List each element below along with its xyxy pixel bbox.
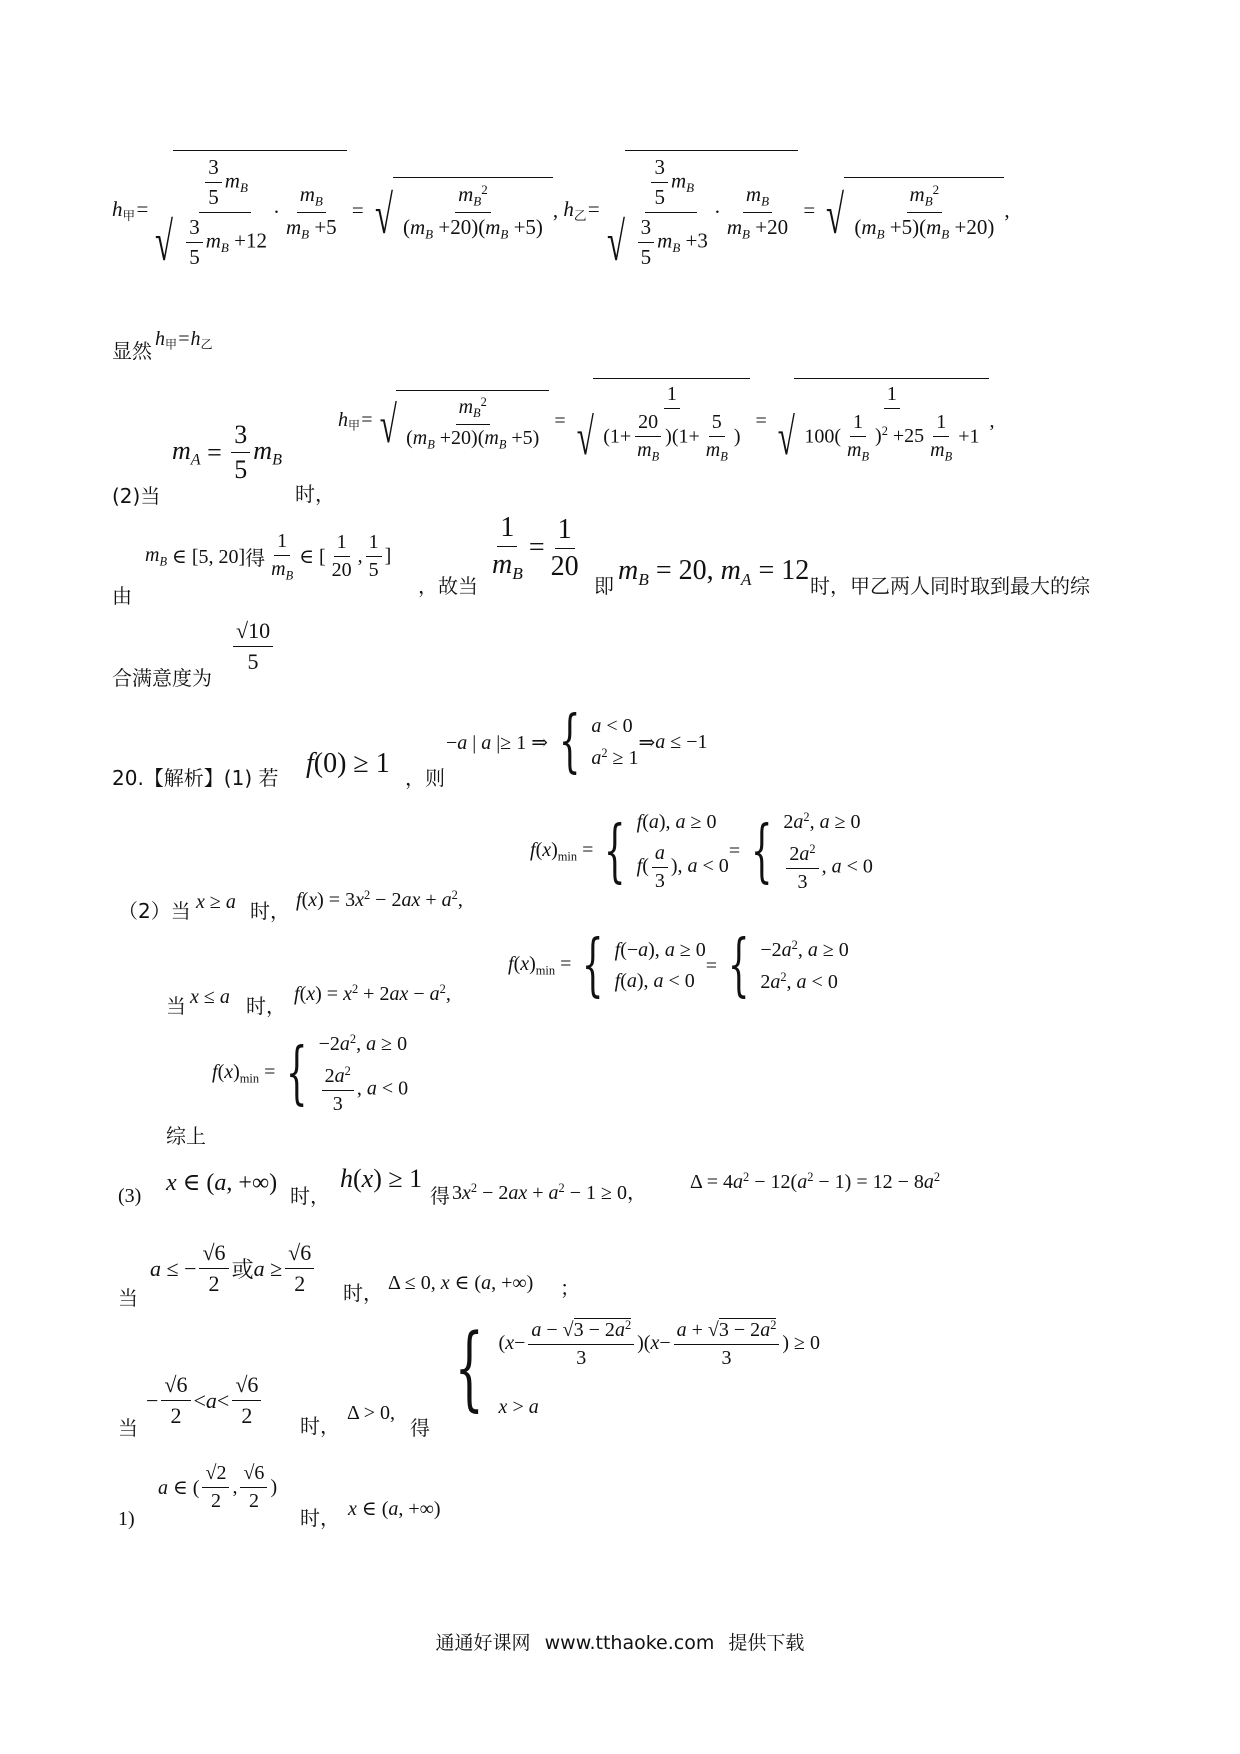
text-item1: 1) [118, 1508, 135, 1530]
formula-f-case1: $f(x) = 3x^2 - 2ax + a^2$, [296, 888, 463, 911]
formula-h-jia-expansion: h甲= √ $\frac{m_B^2}{(m_B +20)(m_B +5)}$ = √ 1 (1+ $\frac{20}{m_B}$ )(1+ $\frac{5}{m_B}$ ) = √ 1 100( $\frac{1}{m_B}$ )$^2$ +25 $\frac{1}{m_B}$ +1 , [338, 378, 994, 464]
formula-a-interval: a ∈ ( $\frac{√2}{2}$ , $\frac{√6}{2}$ ) [158, 1462, 278, 1512]
footer-site-name: 通通好课网 [435, 1632, 531, 1654]
formula-mA: $m_A$ = $\frac{3}{5}$ $m_B$ [172, 420, 282, 484]
text-dang-3: 当 [118, 1416, 138, 1440]
text-q20-head: 20.【解析】(1) 若 [112, 766, 279, 790]
text-shi-4: 时， [290, 1184, 330, 1208]
footer [0, 1628, 1240, 1655]
text-shi-5: 时， [343, 1281, 383, 1305]
formula-h-equal: h甲=h乙 [155, 328, 213, 352]
formula-x-ge-a: x ≥ a [196, 891, 236, 913]
formula-q20-1-result: −a | a |≥ 1 ⇒ { a < 0 $a^2 \ge 1$ ⇒ a ≤ −1 [446, 702, 708, 781]
text-ji: 即 [594, 574, 614, 598]
text-zongshang: 综上 [166, 1124, 206, 1148]
text-ze: ，则 [405, 766, 445, 790]
formula-x-interval-1: x ∈ (a, +∞) [348, 1498, 441, 1520]
text-de-3: 得 [410, 1416, 430, 1440]
text-de-2: 得 [430, 1184, 450, 1208]
formula-x-le-a: x ≤ a [190, 986, 230, 1008]
text-semicolon: ； [560, 1276, 580, 1300]
text-shi-1: 时， [295, 482, 335, 506]
formula-f-case2: $f(x) = x^2 + 2ax - a^2$, [294, 982, 451, 1005]
text-shi-tail: 时，甲乙两人同时取到最大的综 [810, 574, 1090, 598]
text-dang-1: 当 [166, 994, 186, 1018]
formula-mB-mA-values: $m_B = 20$, $m_A = 12$ [618, 555, 810, 590]
formula-delta-gt-0: Δ > 0, [347, 1402, 396, 1424]
formula-h-jia-h-yi: h甲= √ $\frac{3}{5}$ $m_B$ $\frac{3}{5}$ $m_B +12$ · $\frac{m_B}{m_B +5}$ = √ $\frac{m_B^2}{(m_B +20)(m_B +5)}$ , h乙= √ $\frac{3}{5}$ $m_B$ $\frac{3}{5}$ $m_B +3$ · $\frac{m_B}{m_B +20}$ = √ $\frac{m_B^2}{(m_B +5)(m_B +20)}$ , [112, 150, 1010, 270]
formula-delta: $\Delta = 4a^2 - 12(a^2 - 1) = 12 - 8a^2$ [690, 1170, 941, 1193]
text-huo: 或 [231, 1258, 254, 1283]
text-dang-2: 当 [118, 1286, 138, 1310]
text-de: 得 [245, 546, 266, 571]
formula-a-range-outer: a ≤ − $\frac{√6}{2}$ 或 a ≥ $\frac{√6}{2}$ [150, 1240, 317, 1297]
formula-fmin-summary: $f(x)_{min}$ = { $-2a^2$, a ≥ 0 $\frac{2a^2}{3}$ , a < 0 [212, 1032, 409, 1115]
formula-f0: f(0) ≥ 1 [306, 748, 390, 779]
text-gudang: ，故当 [418, 574, 478, 598]
text-part2-dang: (2)当 [112, 484, 161, 508]
formula-inequality: $3x^2 - 2ax + a^2 - 1 \ge 0$， [452, 1181, 648, 1204]
footer-provide: 提供下载 [728, 1632, 805, 1654]
text-shi-3: 时， [246, 994, 286, 1018]
formula-system-delta-positive: { ( x − $\frac{a - √3 - 2a^2}{3}$ )( x − $\frac{a + √3 - 2a^2}{3}$ ) ≥ 0 x > a [454, 1314, 821, 1422]
formula-delta-le-0: Δ ≤ 0, x ∈ (a, +∞) [388, 1272, 534, 1294]
formula-a-range-inner: − $\frac{√6}{2}$ < a < $\frac{√6}{2}$ [146, 1372, 264, 1429]
text-he-manyi: 合满意度为 [112, 666, 212, 690]
text-p3: (3) [118, 1185, 142, 1207]
formula-hx-ge-1: h(x) ≥ 1 [340, 1164, 423, 1193]
text-shi-2: 时， [250, 899, 290, 923]
formula-fmin-case1: $f(x)_{min}$ = { f(a), a ≥ 0 f( $\frac{a}{3}$ ), a < 0 = { $2a^2$, a ≥ 0 $\frac{2a^2}{3}$ , a < 0 [530, 810, 873, 893]
text-you: 由 [112, 584, 132, 608]
formula-fmin-case2: $f(x)_{min}$ = { f(−a), a ≥ 0 f(a), a < 0 = { $-2a^2$, a ≥ 0 $2a^2$, a < 0 [508, 926, 849, 1005]
text-shi-6: 时， [300, 1414, 340, 1438]
formula-sqrt10-over-5: $\frac{√10}{5}$ [230, 618, 276, 675]
text-xianran: 显然 [112, 339, 152, 363]
text-shi-7: 时， [300, 1506, 340, 1530]
formula-1-over-mB: $\frac{1}{m_B}$ = $\frac{1}{20}$ [492, 512, 579, 584]
footer-url[interactable]: www.tthaoke.com [544, 1632, 715, 1654]
formula-x-in-a-inf: x ∈ (a, +∞) [166, 1170, 278, 1196]
formula-mB-range: $m_B$ ∈ [5, 20] 得 $\frac{1}{m_B}$ ∈ [ $\frac{1}{20}$ , $\frac{1}{5}$ ] [145, 530, 392, 583]
text-p2-dang: （2）当 [118, 899, 191, 923]
